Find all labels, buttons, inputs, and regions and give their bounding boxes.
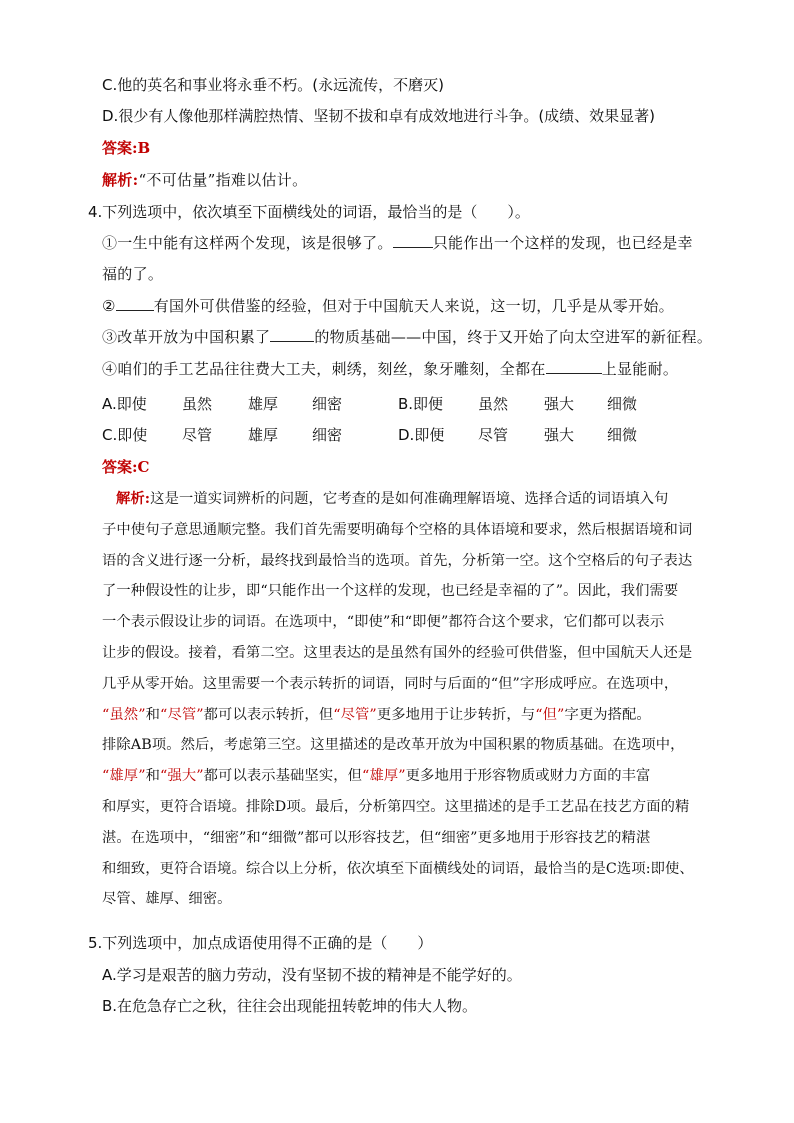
- q4-stem: 4.下列选项中，依次填至下面横线处的词语，最恰当的是（ ）。: [88, 203, 530, 221]
- analysis-line: [102, 484, 702, 515]
- analysis-text: 和细致，更符合语境。综合以上分析，依次填至下面横线处的词语，最恰当的是C选项:即使、: [102, 860, 694, 877]
- q4-s3-text-a: ③改革开放为中国积累了: [102, 328, 271, 346]
- q4-answer: [102, 456, 150, 478]
- q4-option-d-3: 强大: [544, 426, 575, 444]
- analysis-text: 和厚实，更符合语境。排除D项。最后，分析第四空。这里描述的是手工艺品在技艺方面的精: [102, 798, 690, 815]
- q4-option-d-2: 尽管: [478, 426, 509, 444]
- analysis-line: [102, 669, 702, 700]
- analysis-text: 更多地用于让步转折，与: [376, 706, 536, 723]
- analysis-line: [102, 576, 702, 607]
- q4-option-c-4: 细密: [312, 426, 343, 444]
- analysis-line: [102, 700, 702, 731]
- q4-s3-text-b: 的物质基础——中国，终于又开始了向太空进军的新征程。: [314, 328, 713, 346]
- highlighted-term: “虽然”: [102, 706, 146, 723]
- analysis-text: 都可以表示转折，但: [203, 706, 334, 723]
- q3-option-d: D.很少有人像他那样满腔热情、坚韧不拔和卓有成效地进行斗争。(成绩、效果显著): [102, 107, 656, 125]
- q4-s1-text-a: ①一生中能有这样两个发现，该是很够了。: [102, 234, 393, 252]
- answer-label: 答案:: [102, 139, 138, 157]
- q4-option-c-3: 雄厚: [248, 426, 279, 444]
- analysis-line: [102, 730, 702, 761]
- analysis-line: [102, 792, 702, 823]
- q4-s1-continued: 福的了。: [102, 265, 164, 283]
- answer-value: B: [137, 139, 151, 157]
- analysis-text: 尽管、雄厚、细密。: [102, 891, 232, 908]
- highlighted-term: “但”: [535, 706, 565, 723]
- analysis-text: 湛。在选项中，“细密”和“细微”都可以形容技艺，但“细密”更多地用于形容技艺的精湛: [102, 829, 651, 846]
- analysis-text: 和: [145, 706, 161, 723]
- q4-analysis: [102, 484, 702, 915]
- q5-option-b: B.在危急存亡之秋，往往会出现能扭转乾坤的伟大人物。: [102, 997, 478, 1015]
- analysis-line: [102, 884, 702, 915]
- q4-blank-4: [546, 359, 602, 374]
- analysis-text: 字更为搭配。: [564, 706, 651, 723]
- q4-sentence-3: [102, 326, 712, 348]
- q4-option-b-1: B.即便: [398, 395, 444, 413]
- q4-s2-text: 有国外可供借鉴的经验，但对于中国航天人来说，这一切，几乎是从零开始。: [153, 297, 674, 315]
- analysis-label: 解析:: [102, 171, 139, 189]
- highlighted-term: “尽管”: [160, 706, 204, 723]
- q4-sentence-2: [102, 295, 674, 317]
- q4-option-b-4: 细微: [607, 395, 638, 413]
- analysis-text: “不可估量”指难以估计。: [138, 171, 308, 189]
- analysis-text: 和: [145, 768, 161, 785]
- highlighted-term: “雄厚”: [102, 768, 146, 785]
- q3-option-c: C.他的英名和事业将永垂不朽。(永远流传，不磨灭): [102, 76, 444, 94]
- highlighted-term: “雄厚”: [362, 768, 406, 785]
- q4-analysis-lines: [102, 484, 702, 915]
- analysis-text: 排除AB项。然后，考虑第三空。这里描述的是改革开放为中国积累的物质基础。在选项中，: [102, 737, 685, 754]
- analysis-text: 让步的假设。接着，看第二空。这里表达的是虽然有国外的经验可供借鉴，但中国航天人还是: [102, 644, 693, 661]
- q4-option-d-4: 细微: [607, 426, 638, 444]
- analysis-line: [102, 854, 702, 885]
- q4-option-c-1: C.即使: [102, 426, 148, 444]
- analysis-line: [102, 546, 702, 577]
- highlighted-term: “尽管”: [333, 706, 377, 723]
- analysis-text: 都可以表示基础坚实，但: [203, 768, 363, 785]
- analysis-line: [102, 515, 702, 546]
- q4-sentence-1: [102, 232, 693, 254]
- analysis-text: 语的含义进行逐一分析，最终找到最恰当的选项。首先，分析第一空。这个空格后的句子表达: [102, 552, 693, 569]
- q3-answer: [102, 137, 150, 159]
- q4-s1-text-b: 只能作出一个这样的发现，也已经是幸: [432, 234, 693, 252]
- analysis-line: [102, 607, 702, 638]
- q4-option-a-4: 细密: [312, 395, 343, 413]
- q5-stem: 5.下列选项中，加点成语使用得不正确的是（ ）: [88, 934, 433, 952]
- analysis-label: 解析:: [116, 491, 151, 507]
- analysis-line: [102, 761, 702, 792]
- analysis-text: 这是一道实词辨析的问题，它考查的是如何准确理解语境、选择合适的词语填入句: [150, 491, 669, 507]
- answer-value: C: [137, 458, 150, 476]
- q4-s4-text-a: ④咱们的手工艺品往往费大工夫，刺绣，刻丝，象牙雕刻，全都在: [102, 360, 546, 378]
- analysis-text: 子中使句子意思通顺完整。我们首先需要明确每个空格的具体语境和要求，然后根据语境和词: [102, 521, 693, 538]
- answer-label: 答案:: [102, 458, 138, 476]
- analysis-line: [102, 823, 702, 854]
- analysis-line: [102, 638, 702, 669]
- q4-option-d-1: D.即便: [398, 426, 445, 444]
- q3-analysis: [102, 169, 307, 191]
- analysis-text: 了一种假设性的让步，即“只能作出一个这样的发现，也已经是幸福的了”。因此，我们需要: [102, 583, 679, 600]
- q4-option-a-3: 雄厚: [248, 395, 279, 413]
- q4-option-a-1: A.即使: [102, 395, 147, 413]
- q4-blank-3: [270, 327, 314, 342]
- q4-option-b-2: 虽然: [478, 395, 509, 413]
- q4-sentence-4: [102, 358, 678, 380]
- q4-s2-num: ②: [102, 297, 116, 315]
- q4-option-b-3: 强大: [544, 395, 575, 413]
- analysis-text: 几乎从零开始。这里需要一个表示转折的词语，同时与后面的“但”字形成呼应。在选项中，: [102, 675, 679, 692]
- analysis-text: 更多地用于形容物质或财力方面的丰富: [405, 768, 651, 785]
- q4-s4-text-b: 上显能耐。: [601, 360, 679, 378]
- analysis-text: 一个表示假设让步的词语。在选项中，“即使”和“即便”都符合这个要求，它们都可以表示: [102, 614, 665, 631]
- q4-blank-2: [116, 296, 154, 311]
- q5-option-a: A.学习是艰苦的脑力劳动，没有坚韧不拔的精神是不能学好的。: [102, 966, 522, 984]
- q4-option-a-2: 虽然: [182, 395, 213, 413]
- q4-blank-1: [393, 233, 433, 248]
- q4-option-c-2: 尽管: [182, 426, 213, 444]
- highlighted-term: “强大”: [160, 768, 204, 785]
